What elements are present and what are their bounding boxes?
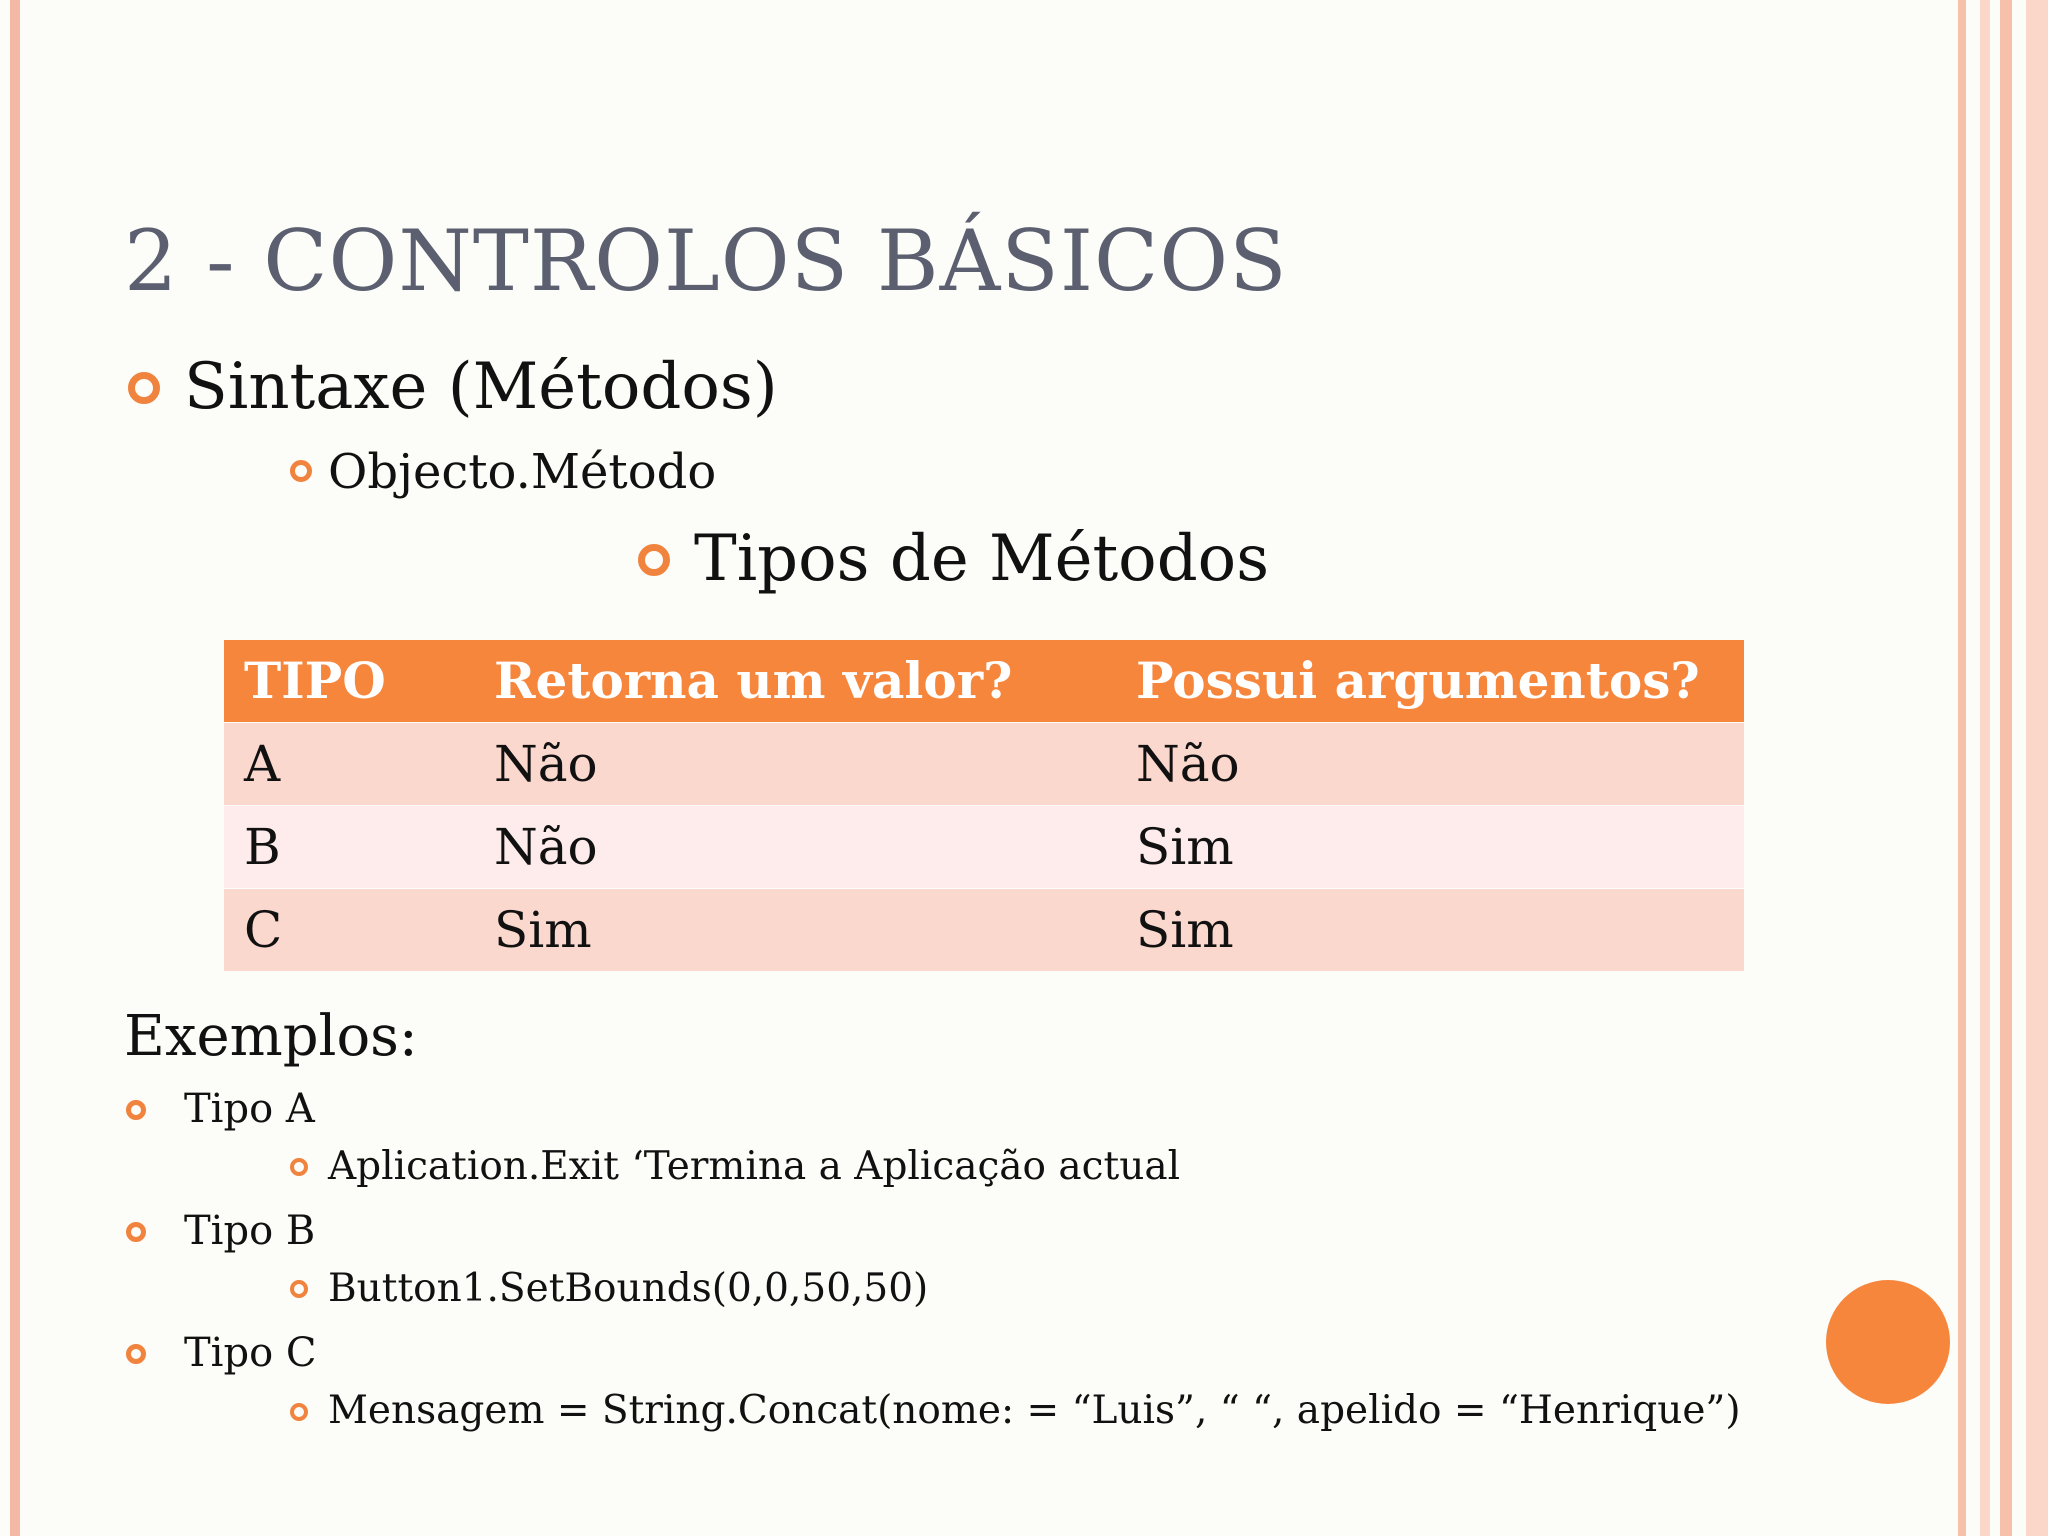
decorative-circle [1826, 1280, 1950, 1404]
example-detail: Button1.SetBounds(0,0,50,50) [328, 1266, 929, 1311]
table-cell: Não [494, 735, 598, 793]
example-detail: Aplication.Exit ‘Termina a Aplicação actual [328, 1144, 1181, 1189]
bullet-icon [290, 460, 312, 482]
bullet-icon [126, 1222, 146, 1242]
bullet-sintaxe: Sintaxe (Métodos) [184, 350, 778, 424]
bullet-tipos: Tipos de Métodos [694, 522, 1270, 596]
table-row [224, 806, 1744, 888]
right-stripe [2000, 0, 2012, 1536]
bullet-icon [128, 372, 160, 404]
table-row [224, 889, 1744, 971]
sub-bullet-objecto: Objecto.Método [328, 444, 717, 500]
bullet-icon [126, 1344, 146, 1364]
right-stripe [1958, 0, 1966, 1536]
table-header-row [224, 640, 1744, 722]
table-cell: Sim [1136, 818, 1234, 876]
table-header-cell: TIPO [244, 651, 386, 710]
left-border-rule [10, 0, 20, 1536]
table-cell: Sim [1136, 901, 1234, 959]
table-header-cell: Possui argumentos? [1136, 651, 1700, 710]
example-label: Tipo C [184, 1330, 317, 1376]
table-cell: Não [494, 818, 598, 876]
examples-heading: Exemplos: [124, 1004, 418, 1069]
slide-title: 2 - CONTROLOS BÁSICOS [124, 212, 1288, 310]
table-cell: A [244, 735, 281, 793]
example-label: Tipo B [184, 1208, 316, 1254]
right-stripe [1980, 0, 1990, 1536]
table-cell: C [244, 901, 283, 959]
bullet-icon [290, 1280, 308, 1298]
table-row [224, 723, 1744, 805]
example-detail: Mensagem = String.Concat(nome: = “Luis”, “ “, apelido = “Henrique”) [328, 1388, 1741, 1433]
table-header-cell: Retorna um valor? [494, 651, 1013, 710]
bullet-icon [126, 1100, 146, 1120]
table-cell: B [244, 818, 281, 876]
example-label: Tipo A [184, 1086, 315, 1132]
bullet-icon [290, 1158, 308, 1176]
table-cell: Não [1136, 735, 1240, 793]
bullet-icon [638, 544, 670, 576]
bullet-icon [290, 1403, 308, 1421]
table-cell: Sim [494, 901, 592, 959]
right-stripe [2026, 0, 2048, 1536]
